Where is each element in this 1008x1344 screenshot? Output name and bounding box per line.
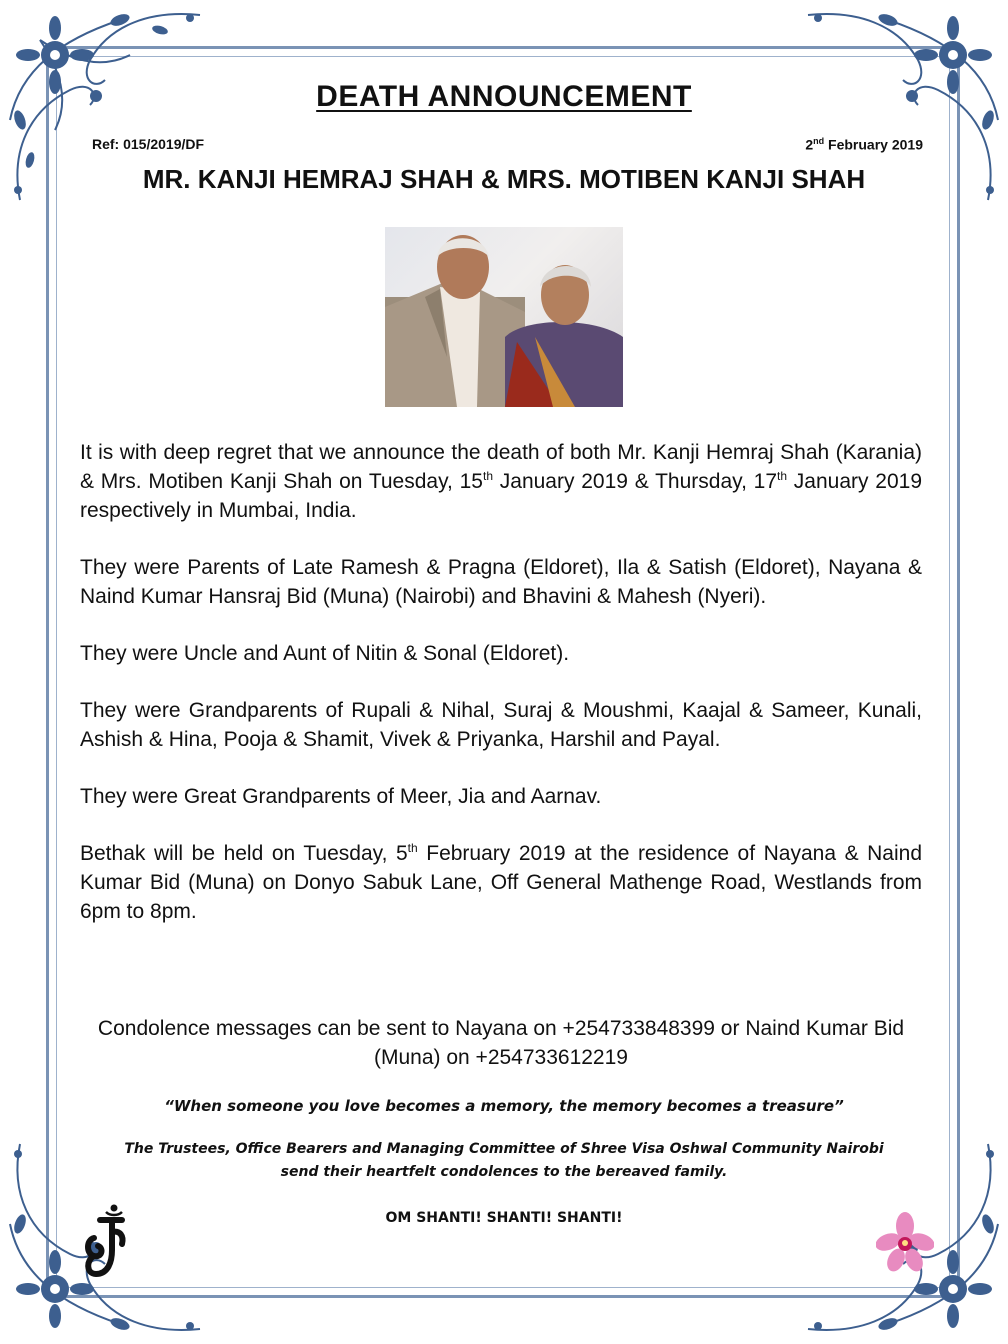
- uncle-aunt-paragraph: They were Uncle and Aunt of Nitin & Sonal (Eldoret).: [80, 642, 570, 665]
- floral-corner-ornament-icon: [778, 0, 1008, 230]
- parents-paragraph: They were Parents of Late Ramesh & Pragna (Eldoret), Ila & Satish (Eldoret), Nayana & Naind Kumar Hansraj Bid (Muna) (Nairobi) and Bhavini & Mahesh (Nyeri).: [80, 556, 922, 608]
- reference-number: Ref: 015/2019/DF: [92, 136, 205, 152]
- jain-om-symbol-icon: [82, 1200, 130, 1280]
- deceased-couple-photo: [385, 227, 623, 407]
- page-title: DEATH ANNOUNCEMENT: [316, 80, 692, 113]
- trustees-condolence-message: [0, 1138, 1008, 1184]
- trustees-line-2: send their heartfelt condolences to the bereaved family.: [280, 1164, 728, 1180]
- bethak-paragraph: Bethak will be held on Tuesday, 5th February 2019 at the residence of Nayana & Naind Kumar Bid (Muna) on Donyo Sabuk Lane, Off General Mathenge Road, Westlands from 6pm to 8pm.: [80, 841, 923, 923]
- floral-corner-ornament-icon: [0, 0, 230, 230]
- grandparents-paragraph: They were Grandparents of Rupali & Nihal, Suraj & Moushmi, Kaajal & Sameer, Kunali, Ashish & Hina, Pooja & Shamit, Vivek & Priyanka, Harshil and Payal.: [80, 699, 922, 751]
- announcement-body: [80, 438, 922, 954]
- deceased-names: MR. KANJI HEMRAJ SHAH & MRS. MOTIBEN KANJI SHAH: [142, 164, 866, 194]
- death-details-paragraph: It is with deep regret that we announce the death of both Mr. Kanji Hemraj Shah (Karania) & Mrs. Motiben Kanji Shah on Tuesday, 15th January 2019 & Thursday, 17th January 2019 respectively in Mumbai, India.: [80, 441, 922, 522]
- pink-orchid-icon: [876, 1212, 934, 1274]
- condolence-contacts: Condolence messages can be sent to Nayana on +254733848399 or Naind Kumar Bid (Muna) on +254733612219: [97, 1017, 905, 1069]
- om-shanti-closing: OM SHANTI! SHANTI! SHANTI!: [385, 1210, 623, 1226]
- announcement-date: 2nd February 2019: [805, 136, 923, 153]
- trustees-line-1: The Trustees, Office Bearers and Managing Committee of Shree Visa Oshwal Community Nairobi: [124, 1141, 884, 1157]
- great-grandparents-paragraph: They were Great Grandparents of Meer, Jia and Aarnav.: [80, 785, 602, 808]
- memorial-quote: “When someone you love becomes a memory, the memory becomes a treasure”: [164, 1097, 844, 1115]
